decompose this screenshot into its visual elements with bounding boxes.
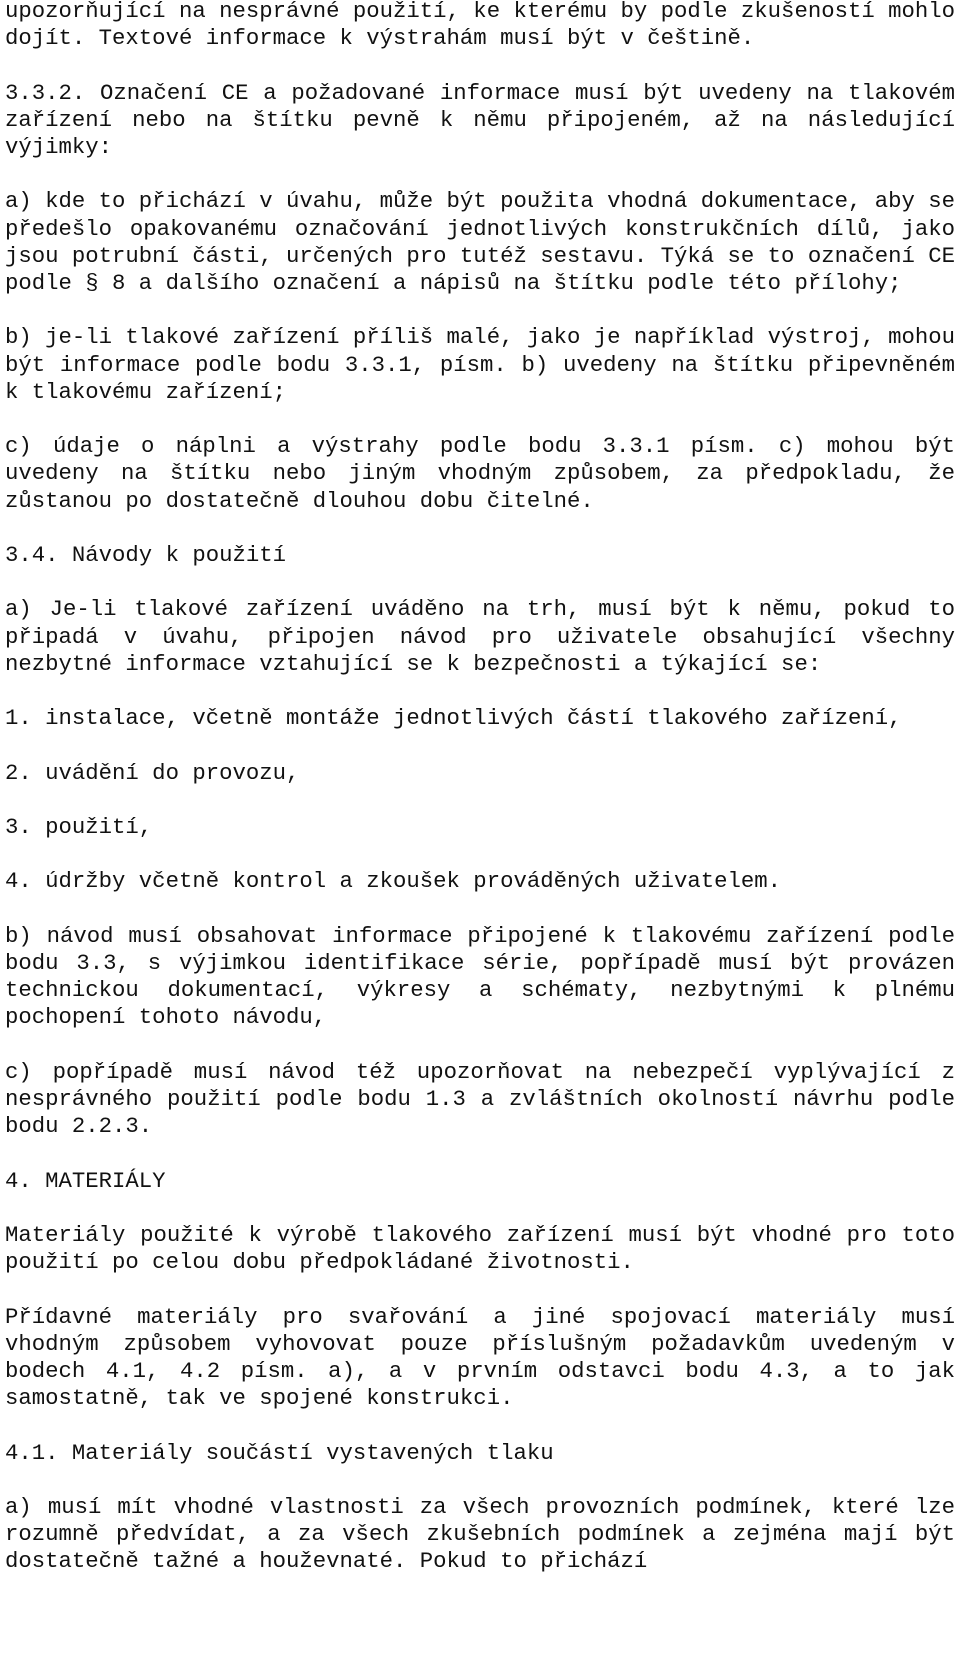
list-item-installation: 1. instalace, včetně montáže jednotlivých částí tlakového zařízení,	[5, 705, 902, 732]
list-item-maintenance: 4. údržby včetně kontrol a zkoušek prováděných uživatelem.	[5, 868, 782, 895]
paragraph-3-3-2-c: c) údaje o náplni a výstrahy podle bodu 3.3.1 písm. c) mohou být uvedeny na štítku nebo jiným vhodným způsobem, za předpokladu, že zůstanou po dostatečně dlouhou dobu čitelné.	[5, 433, 955, 514]
paragraph-materials-suitability: Materiály použité k výrobě tlakového zařízení musí být vhodné pro toto použití po celou dobu předpokládané životnosti.	[5, 1221, 955, 1276]
paragraph-3-3-2-b: b) je-li tlakové zařízení příliš malé, jako je například výstroj, mohou být informace podle bodu 3.3.1, písm. b) uvedeny na štítku připevněném k tlakovému zařízení;	[5, 324, 956, 405]
paragraph-3-3-2: 3.3.2. Označení CE a požadované informace musí být uvedeny na tlakovém zařízení nebo na štítku pevně k němu připojeném, až na následující výjimky:	[5, 79, 955, 160]
section-heading-3-4: 3.4. Návody k použití	[5, 541, 286, 568]
paragraph-warnings-continuation: upozorňující na nesprávné použití, ke kterému by podle zkušeností mohlo dojít. Textové informace k výstrahám musí být v češtině.	[5, 0, 956, 52]
section-heading-4: 4. MATERIÁLY	[5, 1167, 166, 1194]
list-item-commissioning: 2. uvádění do provozu,	[5, 759, 300, 786]
paragraph-3-4-a: a) Je-li tlakové zařízení uváděno na trh, musí být k němu, pokud to připadá v úvahu, připojen návod pro uživatele obsahující všechny nezbytné informace vztahující se k bezpečnosti a týkající se:	[5, 596, 955, 677]
paragraph-3-3-2-a: a) kde to přichází v úvahu, může být použita vhodná dokumentace, aby se předešlo opakovanému označování jednotlivých konstrukčních dílů, jako jsou potrubní části, určených pro tutéž sestavu. Týká se to označení CE podle § 8 a dalšího označení a nápisů na štítku podle této přílohy;	[5, 188, 956, 296]
paragraph-filler-materials: Přídavné materiály pro svařování a jiné spojovací materiály musí vhodným způsobem vyhovovat pouze příslušným požadavkům uvedeným v bodech 4.1, 4.2 písm. a), a v prvním odstavci bodu 4.3, a to jak samostatně, tak ve spojené konstrukci.	[5, 1303, 955, 1412]
paragraph-3-4-c: c) popřípadě musí návod též upozorňovat na nebezpečí vyplývající z nesprávného použití podle bodu 1.3 a zvláštních okolností návrhu podle bodu 2.2.3.	[5, 1058, 955, 1140]
section-heading-4-1: 4.1. Materiály součástí vystavených tlaku	[5, 1439, 554, 1466]
paragraph-4-1-a: a) musí mít vhodné vlastnosti za všech provozních podmínek, které lze rozumně předvídat, a za všech zkušebních podmínek a zejména mají být dostatečně tažné a houževnaté. Pokud to přichází	[5, 1493, 955, 1575]
paragraph-3-4-b: b) návod musí obsahovat informace připojené k tlakovému zařízení podle bodu 3.3, s výjimkou identifikace série, popřípadě musí být provázen technickou dokumentací, výkresy a schématy, nezbytnými k plnému pochopení tohoto návodu,	[5, 922, 955, 1031]
document-page	[5, 0, 955, 1603]
list-item-use: 3. použití,	[5, 813, 153, 840]
